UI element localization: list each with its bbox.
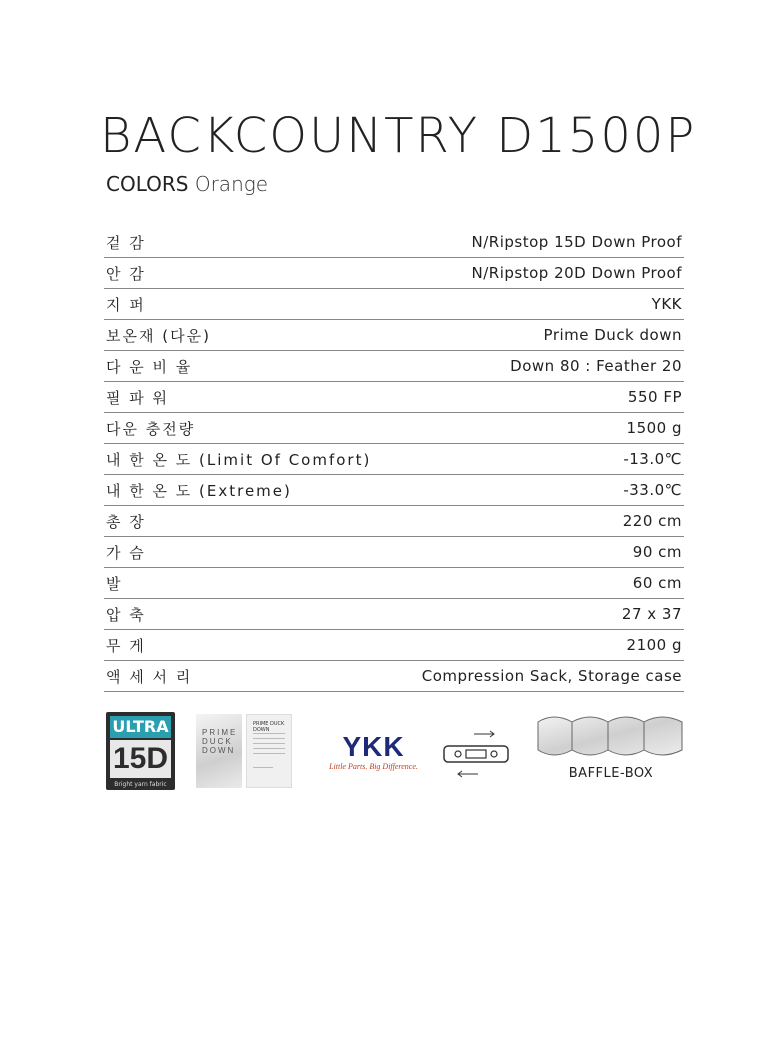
spec-value: 90 cm (632, 543, 682, 561)
spec-row (104, 506, 684, 537)
prime-duck-down-tag-icon (196, 712, 294, 790)
spec-row (104, 661, 684, 692)
spec-value: 60 cm (632, 574, 682, 592)
spec-row (104, 630, 684, 661)
spec-label: 내 한 온 도 (Limit Of Comfort) (106, 450, 372, 469)
spec-value: N/Ripstop 15D Down Proof (471, 233, 682, 251)
ultra-caption: Bright yarn fabric (114, 781, 167, 788)
spec-value: Compression Sack, Storage case (421, 667, 682, 685)
spec-row (104, 289, 684, 320)
spec-value: 220 cm (622, 512, 682, 530)
spec-value: 2100 g (626, 636, 682, 654)
prime-tag-front (196, 714, 242, 788)
spec-row (104, 444, 684, 475)
spec-label: 압 축 (106, 605, 146, 624)
spec-label: 지 퍼 (106, 295, 146, 314)
spec-value: YKK (651, 295, 682, 313)
spec-table (104, 227, 684, 692)
spec-label: 다운 충전량 (106, 419, 196, 438)
prime-tag-text: PRIME DUCK DOWN (202, 728, 238, 755)
spec-row (104, 351, 684, 382)
spec-label: 다 운 비 율 (106, 357, 193, 376)
spec-row (104, 227, 684, 258)
spec-row (104, 413, 684, 444)
two-way-zipper-icon (436, 724, 516, 784)
ykk-logo-text: YKK (342, 731, 405, 762)
spec-value: Down 80 : Feather 20 (510, 357, 682, 375)
spec-label: 발 (106, 574, 123, 593)
product-title: BACKCOUNTRY D1500P (100, 108, 697, 164)
ultra-label: ULTRA (110, 716, 171, 738)
spec-label: 보온재 (다운) (106, 326, 211, 345)
spec-label: 액 세 서 리 (106, 667, 193, 686)
spec-label: 총 장 (106, 512, 146, 531)
spec-label: 가 슴 (106, 543, 146, 562)
spec-row (104, 258, 684, 289)
spec-label: 필 파 워 (106, 388, 170, 407)
spec-value: -13.0℃ (623, 450, 682, 468)
baffle-box-label: BAFFLE-BOX (568, 766, 654, 781)
baffle-box-icon (536, 712, 686, 790)
spec-row (104, 537, 684, 568)
colors-value: Orange (194, 172, 269, 196)
colors-label: COLORS (106, 172, 189, 196)
spec-label: 무 게 (106, 636, 146, 655)
ykk-logo-icon (316, 732, 431, 776)
prime-tag-back (246, 714, 292, 788)
spec-label: 겉 감 (106, 233, 146, 252)
ultra-denier: 15D (110, 740, 171, 778)
spec-row (104, 475, 684, 506)
feature-badges (106, 712, 686, 792)
spec-row (104, 382, 684, 413)
spec-value: 1500 g (626, 419, 682, 437)
spec-value: -33.0℃ (623, 481, 682, 499)
spec-label: 안 감 (106, 264, 146, 283)
colors-line (106, 172, 268, 196)
spec-value: 27 x 37 (621, 605, 682, 623)
ultra-15d-badge-icon (106, 712, 175, 790)
prime-tag-title: PRIME DUCK DOWN (253, 721, 285, 733)
spec-row (104, 320, 684, 351)
spec-label: 내 한 온 도 (Extreme) (106, 481, 292, 500)
spec-value: Prime Duck down (543, 326, 682, 344)
spec-value: 550 FP (627, 388, 682, 406)
spec-row (104, 599, 684, 630)
ykk-tagline: Little Parts. Big Difference. (329, 762, 418, 771)
spec-value: N/Ripstop 20D Down Proof (471, 264, 682, 282)
spec-row (104, 568, 684, 599)
